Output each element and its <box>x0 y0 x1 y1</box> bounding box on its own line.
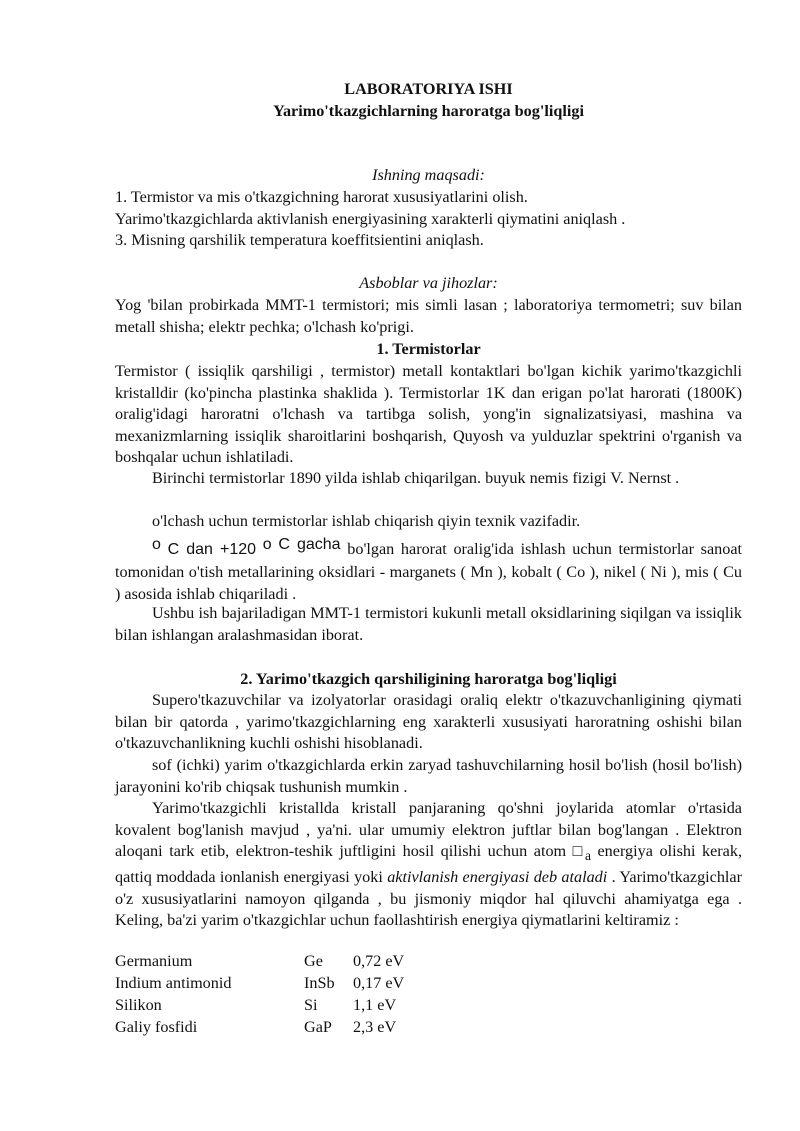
document-subtitle: Yarimo'tkazgichlarning haroratga bog'liqligi <box>273 102 584 120</box>
section2-paragraph-3-text-b: energiya olishi kerak, qattiq moddada ionlanish energiyasi yoki <box>115 842 742 887</box>
section2-paragraph-2: sof (ichki) yarim o'tkazgichlarda erkin zaryad tashuvchilarning hosil bo'lish (hosil bo'lish) jarayonini ko'rib chiqsak tushunish mumkin . <box>115 756 742 796</box>
material-name: Silikon <box>115 996 162 1014</box>
equipment-text: Yog 'bilan probirkada MMT-1 termistori; mis simli lasan ; laboratoriya termometri; suv bilan metall shisha; elektr pechka; o'lchash ko'prigi. <box>115 296 742 336</box>
section1-paragraph-4 <box>115 538 742 605</box>
section1-paragraph-3: o'lchash uchun termistorlar ishlab chiqarish qiyin texnik vazifadir. <box>152 512 581 530</box>
activation-energy-value: 2,3 eV <box>353 1018 397 1036</box>
activation-energy-value: 0,17 eV <box>353 974 405 992</box>
section1-paragraph-1: Termistor ( issiqlik qarshiligi , termistor) metall kontaktlari bo'lgan kichik yarimo'tkazgichli kristalldir (ko'pincha plastinka shaklida ). Termistorlar 1K dan erigan po'lat harorati (1800K) oralig'idagi haroratni o'lchash va tartibga solish, yong'in signalizatsiyasi, mashina va mexanizmlarning issiqlik sharoitlarini boshqarish, Quyosh va yulduzlar spektrini o'rganish va boshqalar uchun ishlatiladi. <box>115 362 742 467</box>
activation-energy-term: aktivlanish energiyasi deb ataladi <box>387 868 608 887</box>
degree-symbol: o <box>152 536 161 553</box>
material-symbol: Ge <box>304 952 323 970</box>
aim-list <box>115 187 742 252</box>
degree-symbol: o <box>262 536 272 553</box>
section2-heading: 2. Yarimo'tkazgich qarshiligining haroratga bog'liqligi <box>240 670 617 688</box>
section2-paragraph-1: Supero'tkazuvchilar va izolyatorlar orasidagi oraliq elektr o'tkazuvchanligining qiymati bilan bir qatorda , yarimo'tkazgichlarning eng xarakterli xususiyati haroratning oshishi bilan o'tkazuvchanlikning kuchli oshishi hisoblanadi. <box>115 691 742 753</box>
material-name: Galiy fosfidi <box>115 1018 198 1036</box>
activation-energy-value: 1,1 eV <box>353 996 397 1014</box>
section1-paragraph-2: Birinchi termistorlar 1890 yilda ishlab chiqarilgan. buyuk nemis fizigi V. Nernst . <box>152 469 680 487</box>
aim-heading: Ishning maqsadi: <box>372 166 485 184</box>
material-name: Germanium <box>115 952 193 970</box>
section1-paragraph-5: Ushbu ish bajariladigan MMT-1 termistori kukunli metall oksidlarining siqilgan va issiqlik bilan ishlangan aralashmasidan iborat. <box>115 604 742 644</box>
temperature-range-end: C gacha <box>278 536 341 553</box>
temperature-range-start: C dan +120 <box>167 541 257 558</box>
equipment-heading: Asboblar va jihozlar: <box>359 274 498 292</box>
aim-item: 3. Misning qarshilik temperatura koeffitsientini aniqlash. <box>115 231 484 250</box>
material-symbol: InSb <box>304 974 335 992</box>
material-symbol: Si <box>304 996 318 1014</box>
material-symbol: GaP <box>304 1018 332 1036</box>
document-title: LABORATORIYA ISHI <box>344 80 513 98</box>
aim-item: Yarimo'tkazgichlarda aktivlanish energiyasining xarakterli qiymatini aniqlash . <box>115 209 626 228</box>
activation-energy-subscript: a <box>584 848 591 864</box>
section1-heading: 1. Termistorlar <box>376 340 481 358</box>
section1-paragraph-4-text: bo'lgan harorat oralig'ida ishlash uchun termistorlar sanoat tomonidan o'tish metallarining oksidlari - marganets ( Mn ), kobalt ( Co ), nikel ( Ni ), mis ( Cu ) asosida ishlab chiqariladi . <box>115 540 743 603</box>
activation-energy-symbol: □ <box>572 842 585 861</box>
section2-paragraph-3-text-c: . Yarimo'tkazgichlar o'z xususiyatlarini namoyon qilganda , bu jismoniy miqdor hal qiluvchi ahamiyatga ega . Keling, ba'zi yarim o'tkazgichlar uchun faollashtirish energiya qiymatlarini keltiramiz : <box>115 868 743 930</box>
section2-paragraph-3-text-a: Yarimo'tkazgichli kristallda kristall panjaraning qo'shni joylarida atomlar o'rtasida kovalent bog'lanish mavjud , ya'ni. ular umumiy elektron juftlar bilan bog'langan . Elektron aloqani tark etib, elektron-teshik juftligini hosil qilishi uchun atom <box>115 799 742 861</box>
energy-table-row <box>115 1017 515 1039</box>
material-name: Indium antimonid <box>115 974 232 992</box>
energy-table-row <box>115 951 515 973</box>
energy-table-row <box>115 995 515 1017</box>
energy-table-row <box>115 973 515 995</box>
activation-energy-value: 0,72 eV <box>353 952 405 970</box>
aim-item: 1. Termistor va mis o'tkazgichning harorat xususiyatlarini olish. <box>115 188 528 206</box>
section2-paragraph-3 <box>115 798 742 932</box>
